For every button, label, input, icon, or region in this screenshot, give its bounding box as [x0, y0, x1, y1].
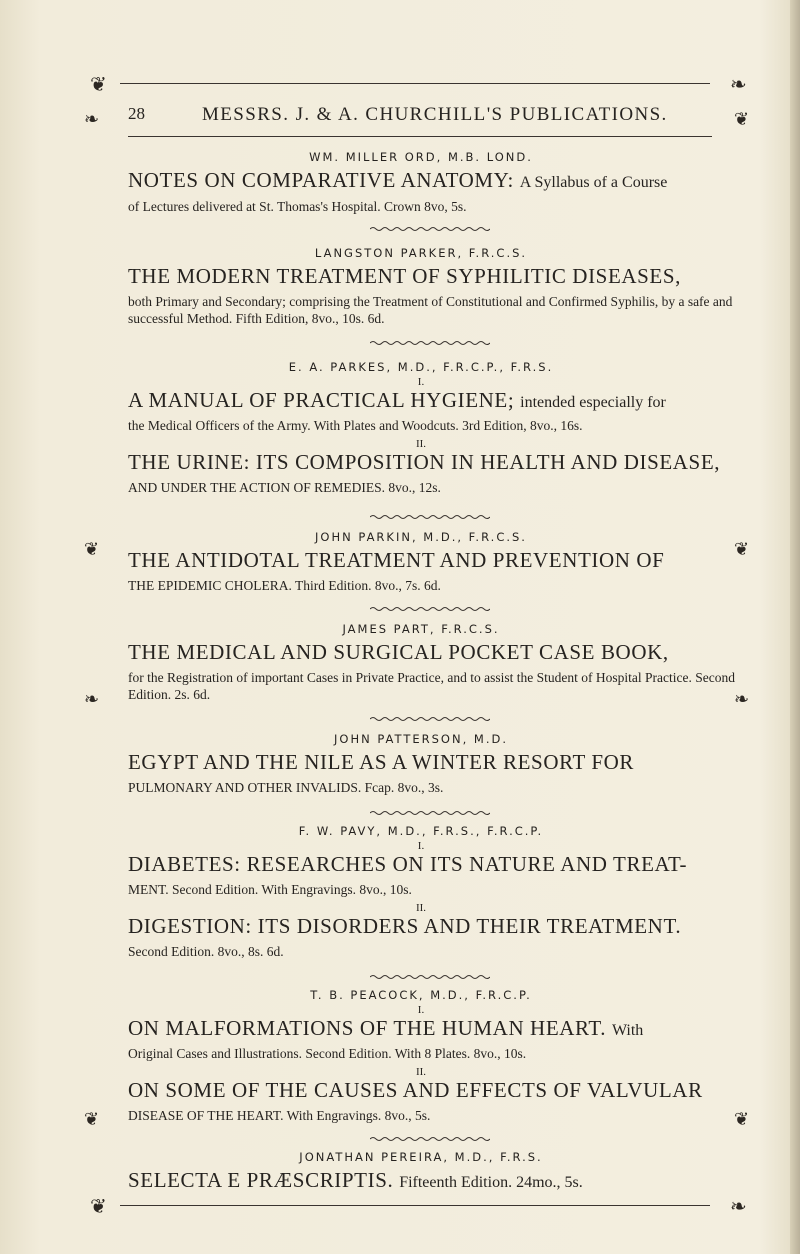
work-description: both Primary and Secondary; comprising the Treatment of Constitutional and Confirmed Syphilis, by a safe and successful Method. Fifth Edition, 8vo., 10s. 6d.: [128, 294, 733, 326]
work-title: SELECTA E PRÆSCRIPTIS. Fifteenth Edition. 24mo., 5s.: [128, 1168, 583, 1192]
top-rule: [120, 83, 710, 84]
wavy-divider: [370, 810, 490, 816]
author-name: JAMES PART, F.R.C.S.: [342, 622, 500, 636]
volume-numeral: II.: [415, 438, 427, 450]
work-description: of Lectures delivered at St. Thomas's Hospital. Crown 8vo, 5s.: [128, 199, 467, 214]
volume-numeral: I.: [417, 840, 425, 852]
side-ornament-icon: ❦: [734, 109, 750, 130]
side-ornament-icon: ❧: [734, 689, 750, 710]
work-description: for the Registration of important Cases in Private Practice, and to assist the Student of Hospital Practice. Second Edition. 2s. 6d.: [128, 670, 735, 702]
author-name: WM. MILLER ORD, M.B. LOND.: [309, 150, 533, 164]
fleuron-left-icon: ❦: [90, 1194, 107, 1218]
author-name: E. A. PARKES, M.D., F.R.C.P., F.R.S.: [288, 360, 554, 374]
work-title: THE URINE: ITS COMPOSITION IN HEALTH AND DISEASE,: [128, 450, 721, 474]
work-description: Second Edition. 8vo., 8s. 6d.: [128, 944, 284, 959]
fleuron-right-icon: ❧: [730, 72, 747, 96]
work-title: A MANUAL OF PRACTICAL HYGIENE; intended especially for: [128, 388, 666, 412]
wavy-divider: [370, 226, 490, 232]
wavy-divider: [370, 606, 490, 612]
bottom-rule: [120, 1205, 710, 1206]
running-title: MESSRS. J. & A. CHURCHILL'S PUBLICATIONS.: [202, 104, 668, 125]
work-description: Original Cases and Illustrations. Second Edition. With 8 Plates. 8vo., 10s.: [128, 1046, 527, 1061]
work-title: THE MEDICAL AND SURGICAL POCKET CASE BOOK,: [128, 640, 669, 664]
fleuron-right-icon: ❧: [730, 1194, 747, 1218]
work-description: MENT. Second Edition. With Engravings. 8vo., 10s.: [128, 882, 412, 897]
author-name: JOHN PARKIN, M.D., F.R.C.S.: [315, 530, 527, 544]
author-name: LANGSTON PARKER, F.R.C.S.: [314, 246, 528, 260]
work-description: PULMONARY AND OTHER INVALIDS. Fcap. 8vo., 3s.: [128, 780, 444, 795]
side-ornament-icon: ❧: [84, 689, 100, 710]
side-ornament-icon: ❦: [84, 1109, 100, 1130]
author-name: JONATHAN PEREIRA, M.D., F.R.S.: [299, 1150, 543, 1164]
work-title: EGYPT AND THE NILE AS A WINTER RESORT FOR: [128, 750, 634, 774]
work-title: DIGESTION: ITS DISORDERS AND THEIR TREATMENT.: [128, 914, 682, 938]
side-ornament-icon: ❦: [84, 539, 100, 560]
author-name: F. W. PAVY, M.D., F.R.S., F.R.C.P.: [298, 824, 544, 838]
work-title: THE MODERN TREATMENT OF SYPHILITIC DISEASES,: [128, 264, 681, 288]
author-name: T. B. PEACOCK, M.D., F.R.C.P.: [310, 988, 532, 1002]
work-title: DIABETES: RESEARCHES ON ITS NATURE AND TREAT-: [128, 852, 688, 876]
volume-numeral: II.: [415, 902, 427, 914]
header-rule: [128, 136, 712, 137]
volume-numeral: I.: [417, 1004, 425, 1016]
work-description: THE EPIDEMIC CHOLERA. Third Edition. 8vo., 7s. 6d.: [128, 578, 441, 593]
work-title: NOTES ON COMPARATIVE ANATOMY: A Syllabus of a Course: [128, 168, 668, 192]
work-title: THE ANTIDOTAL TREATMENT AND PREVENTION OF: [128, 548, 665, 572]
wavy-divider: [370, 1136, 490, 1142]
work-description: DISEASE OF THE HEART. With Engravings. 8vo., 5s.: [128, 1108, 431, 1123]
page-edge: [790, 0, 800, 1254]
volume-numeral: I.: [417, 376, 425, 388]
author-name: JOHN PATTERSON, M.D.: [334, 732, 508, 746]
work-description: AND UNDER THE ACTION OF REMEDIES. 8vo., 12s.: [128, 480, 441, 495]
wavy-divider: [370, 340, 490, 346]
work-title: ON SOME OF THE CAUSES AND EFFECTS OF VALVULAR: [128, 1078, 703, 1102]
work-description: the Medical Officers of the Army. With Plates and Woodcuts. 3rd Edition, 8vo., 16s.: [128, 418, 583, 433]
wavy-divider: [370, 514, 490, 520]
side-ornament-icon: ❦: [734, 1109, 750, 1130]
wavy-divider: [370, 716, 490, 722]
wavy-divider: [370, 974, 490, 980]
side-ornament-icon: ❦: [734, 539, 750, 560]
volume-numeral: II.: [415, 1066, 427, 1078]
side-ornament-icon: ❧: [84, 109, 100, 130]
work-title: ON MALFORMATIONS OF THE HUMAN HEART. With: [128, 1016, 644, 1040]
fleuron-left-icon: ❦: [90, 72, 107, 96]
page-number: 28: [128, 104, 145, 123]
